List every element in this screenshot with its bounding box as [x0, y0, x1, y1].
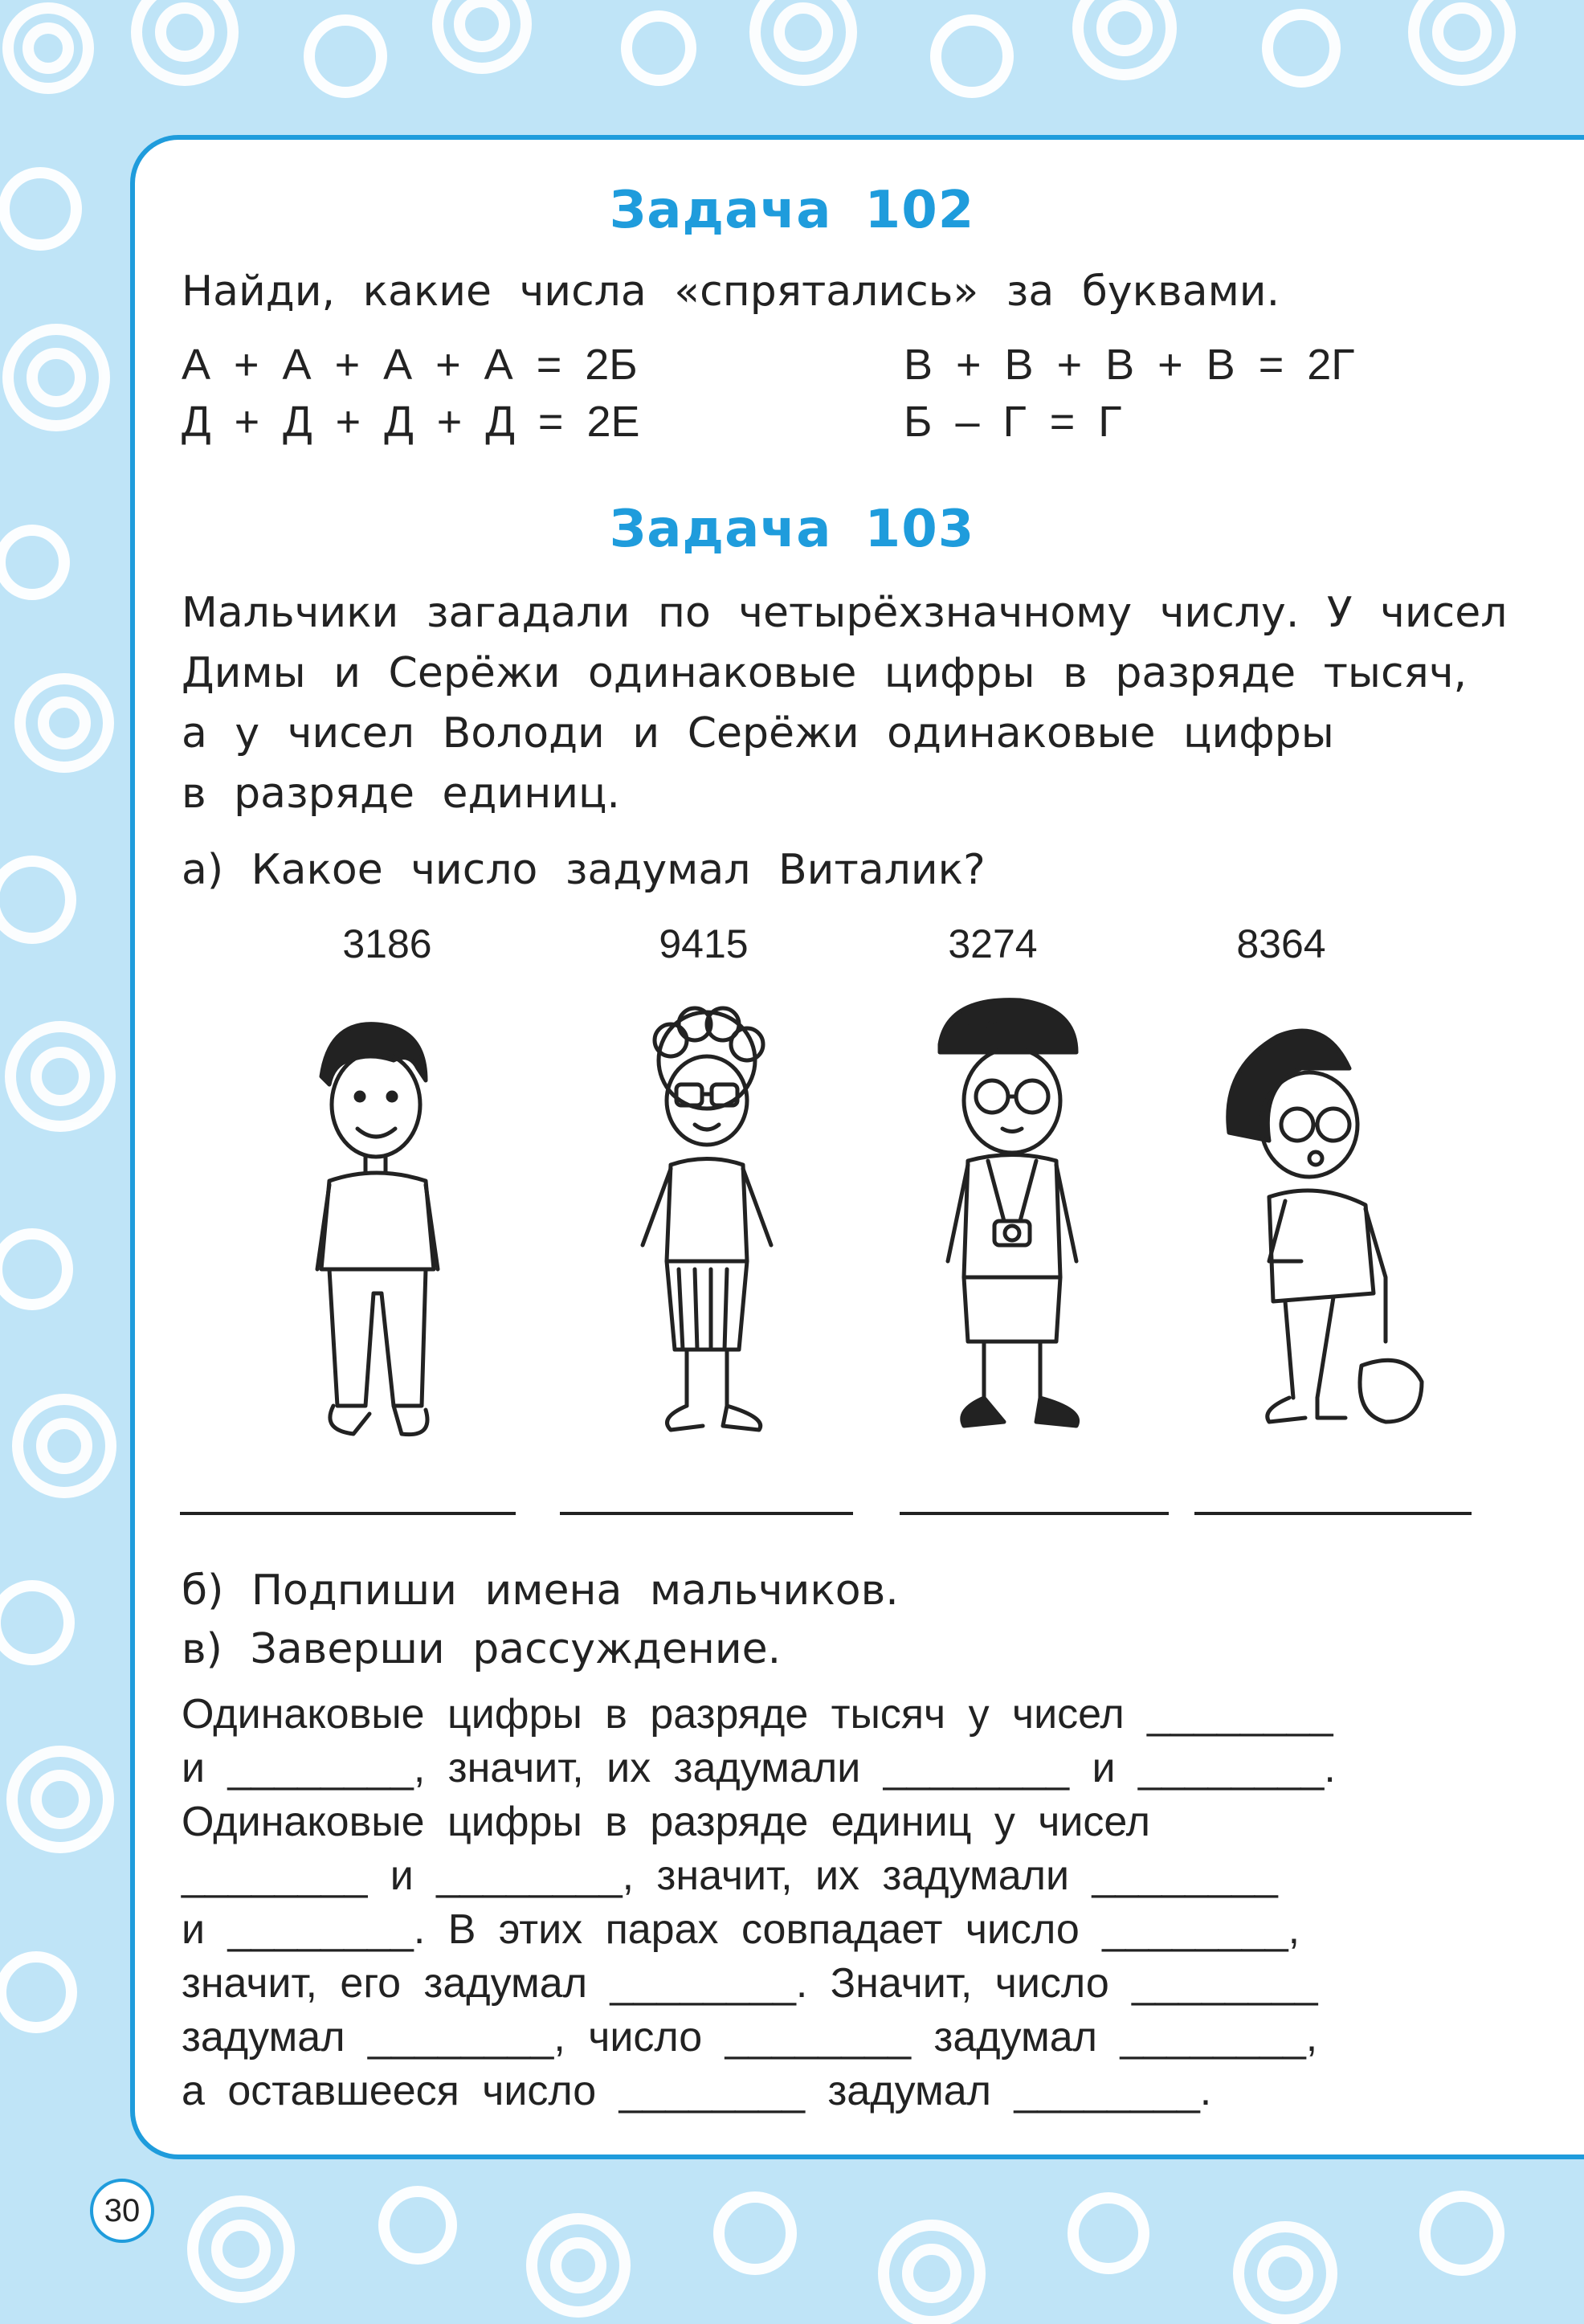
task-102-instruction: Найди, какие числа «спрятались» за буквами.: [182, 268, 1280, 316]
equation-d: Д + Д + Д + Д = 2Е: [182, 398, 640, 446]
number-4: 8364: [1236, 921, 1326, 966]
boy-1-illustration: [273, 1004, 466, 1454]
answer-line-4[interactable]: [1194, 1512, 1472, 1515]
reasoning-line-1: Одинаковые цифры в разряде тысяч у чисел ________: [182, 1691, 1333, 1738]
number-3: 3274: [948, 921, 1038, 966]
page-number: 30: [90, 2179, 154, 2243]
task-103-intro-line-1: Мальчики загадали по четырёхзначному числу. У чисел: [182, 589, 1508, 637]
task-103-intro-line-2: Димы и Серёжи одинаковые цифры в разряде тысяч,: [182, 649, 1468, 697]
reasoning-line-6: значит, его задумал ________. Значит, число ________: [182, 1960, 1318, 2007]
task-102-title: Задача 102: [609, 181, 975, 240]
reasoning-line-5: и ________. В этих парах совпадает число ________,: [182, 1906, 1300, 1953]
boy-2-illustration: [610, 1004, 803, 1454]
task-103-intro-line-4: в разряде единиц.: [182, 770, 620, 818]
task-103-intro-line-3: а у чисел Володи и Серёжи одинаковые цифры: [182, 709, 1334, 758]
answer-line-1[interactable]: [180, 1512, 516, 1515]
answer-line-3[interactable]: [900, 1512, 1169, 1515]
answer-line-2[interactable]: [560, 1512, 853, 1515]
number-2: 9415: [659, 921, 749, 966]
task-103-title: Задача 103: [609, 500, 975, 559]
question-b: б) Подпиши имена мальчиков.: [182, 1566, 899, 1615]
boy-3-illustration: [916, 988, 1108, 1454]
equation-a: А + А + А + А = 2Б: [182, 341, 638, 389]
reasoning-line-3: Одинаковые цифры в разряде единиц у чисел: [182, 1799, 1150, 1845]
reasoning-line-7: задумал ________, число ________ задумал ________,: [182, 2014, 1318, 2061]
question-a: а) Какое число задумал Виталик?: [182, 846, 986, 894]
number-1: 3186: [342, 921, 432, 966]
equation-b-g: Б – Г = Г: [904, 398, 1122, 446]
equation-v: В + В + В + В = 2Г: [904, 341, 1355, 389]
reasoning-line-8: а оставшееся число ________ задумал ________.: [182, 2068, 1212, 2114]
question-c: в) Заверши рассуждение.: [182, 1625, 782, 1673]
reasoning-line-2: и ________, значит, их задумали ________ и ________.: [182, 1745, 1336, 1791]
reasoning-line-4: ________ и ________, значит, их задумали ________: [182, 1852, 1278, 1899]
boy-4-illustration: [1213, 1020, 1454, 1454]
